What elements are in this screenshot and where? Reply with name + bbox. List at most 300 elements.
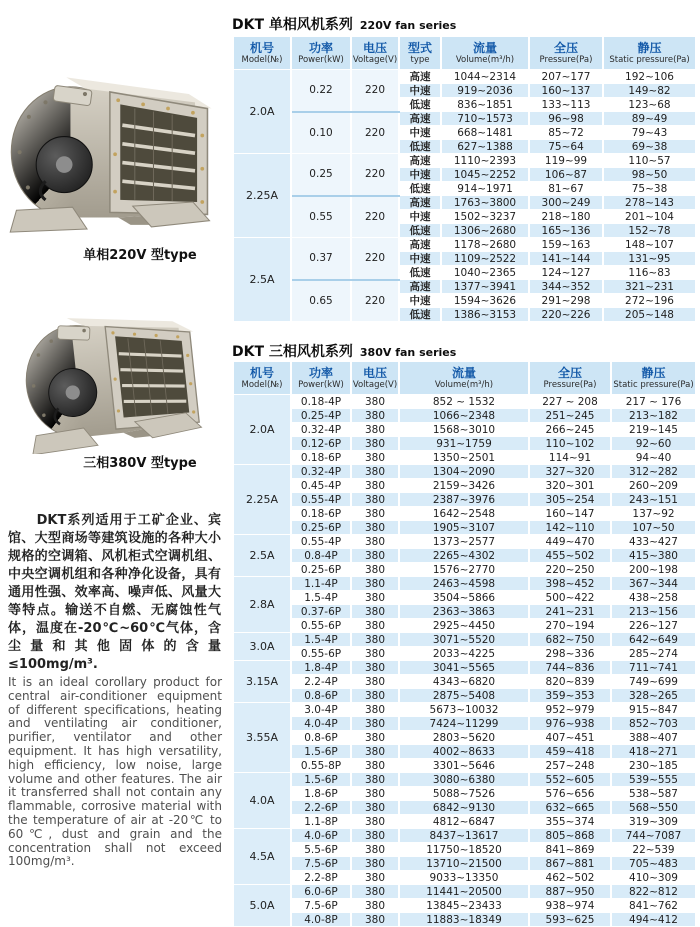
pressure-cell: 407~451	[529, 731, 611, 745]
static-pressure-cell: 415~380	[611, 549, 696, 563]
table-row	[233, 70, 696, 84]
static-pressure-cell: 131~95	[603, 252, 696, 266]
voltage-cell: 380	[351, 829, 399, 843]
pressure-cell: 305~254	[529, 493, 611, 507]
static-pressure-cell: 285~274	[611, 647, 696, 661]
power-cell: 0.22	[291, 70, 351, 112]
pressure-cell: 398~452	[529, 577, 611, 591]
power-cell: 2.2-8P	[291, 871, 351, 885]
column-header-en: Static pressure(Pa)	[609, 55, 690, 65]
pressure-cell: 75~64	[529, 140, 603, 154]
volume-cell: 931~1759	[399, 437, 529, 451]
column-header-cn: 电压	[362, 41, 387, 55]
pressure-cell: 160~147	[529, 507, 611, 521]
power-cell: 1.5-4P	[291, 591, 351, 605]
volume-cell: 919~2036	[441, 84, 529, 98]
pressure-cell: 227 ~ 208	[529, 395, 611, 409]
table-row	[233, 196, 696, 210]
pressure-cell: 952~979	[529, 703, 611, 717]
column-header	[529, 362, 611, 395]
volume-cell: 7424~11299	[399, 717, 529, 731]
pressure-cell: 124~127	[529, 266, 603, 280]
power-cell: 1.5-6P	[291, 773, 351, 787]
pressure-cell: 270~194	[529, 619, 611, 633]
voltage-cell: 380	[351, 493, 399, 507]
table-row	[233, 535, 696, 549]
table-row	[233, 871, 696, 885]
caption-380v: 三相380V 型type	[83, 456, 197, 471]
fan-table-380v-head	[233, 362, 696, 395]
volume-cell: 1386~3153	[441, 308, 529, 322]
pressure-cell: 160~137	[529, 84, 603, 98]
table-row	[233, 675, 696, 689]
column-header-cn: 机号	[249, 41, 274, 55]
column-header-cn: 流量	[472, 41, 497, 55]
static-pressure-cell: 494~412	[611, 913, 696, 927]
static-pressure-cell: 226~127	[611, 619, 696, 633]
volume-cell: 1905~3107	[399, 521, 529, 535]
power-cell: 1.8-6P	[291, 787, 351, 801]
volume-cell: 13845~23433	[399, 899, 529, 913]
speed-cell: 高速	[399, 154, 441, 168]
voltage-cell: 380	[351, 479, 399, 493]
column-header-en: Power(kW)	[298, 55, 344, 65]
volume-cell: 1594~3626	[441, 294, 529, 308]
volume-cell: 1306~2680	[441, 224, 529, 238]
volume-cell: 3301~5646	[399, 759, 529, 773]
static-pressure-cell: 260~209	[611, 479, 696, 493]
speed-cell: 低速	[399, 98, 441, 112]
power-cell: 1.1-4P	[291, 577, 351, 591]
column-header	[529, 37, 603, 70]
voltage-cell: 380	[351, 507, 399, 521]
model-cell: 2.5A	[233, 535, 291, 577]
power-cell: 4.0-8P	[291, 913, 351, 927]
voltage-cell: 380	[351, 717, 399, 731]
voltage-cell: 380	[351, 675, 399, 689]
speed-cell: 低速	[399, 140, 441, 154]
static-pressure-cell: 107~50	[611, 521, 696, 535]
speed-cell: 低速	[399, 266, 441, 280]
power-cell: 1.5-6P	[291, 745, 351, 759]
volume-cell: 11750~18520	[399, 843, 529, 857]
power-cell: 0.45-4P	[291, 479, 351, 493]
power-cell: 0.55	[291, 196, 351, 238]
power-cell: 0.25-4P	[291, 409, 351, 423]
column-header	[233, 362, 291, 395]
voltage-cell: 380	[351, 423, 399, 437]
static-pressure-cell: 217 ~ 176	[611, 395, 696, 409]
static-pressure-cell: 433~427	[611, 535, 696, 549]
voltage-cell: 380	[351, 843, 399, 857]
power-cell: 1.8-4P	[291, 661, 351, 675]
pressure-cell: 820~839	[529, 675, 611, 689]
volume-cell: 914~1971	[441, 182, 529, 196]
static-pressure-cell: 92~60	[611, 437, 696, 451]
power-cell: 0.25-6P	[291, 521, 351, 535]
column-header-en: Voltage(V)	[352, 55, 398, 65]
static-pressure-cell: 137~92	[611, 507, 696, 521]
static-pressure-cell: 205~148	[603, 308, 696, 322]
column-header-cn: 机号	[249, 366, 274, 380]
speed-cell: 中速	[399, 252, 441, 266]
voltage-cell: 380	[351, 549, 399, 563]
volume-cell: 3041~5565	[399, 661, 529, 675]
table-row	[233, 661, 696, 675]
static-pressure-cell: 915~847	[611, 703, 696, 717]
volume-cell: 1576~2770	[399, 563, 529, 577]
pressure-cell: 159~163	[529, 238, 603, 252]
pressure-cell: 141~144	[529, 252, 603, 266]
volume-cell: 1763~3800	[441, 196, 529, 210]
table-row	[233, 731, 696, 745]
power-cell: 0.12-6P	[291, 437, 351, 451]
model-cell: 3.15A	[233, 661, 291, 703]
voltage-cell: 380	[351, 801, 399, 815]
static-pressure-cell: 89~49	[603, 112, 696, 126]
pressure-cell: 114~91	[529, 451, 611, 465]
static-pressure-cell: 219~145	[611, 423, 696, 437]
column-header-cn: 流量	[451, 366, 476, 380]
volume-cell: 4002~8633	[399, 745, 529, 759]
pressure-cell: 220~226	[529, 308, 603, 322]
voltage-cell: 380	[351, 633, 399, 647]
speed-cell: 低速	[399, 308, 441, 322]
pressure-cell: 241~231	[529, 605, 611, 619]
power-cell: 0.55-8P	[291, 759, 351, 773]
static-pressure-cell: 852~703	[611, 717, 696, 731]
table-row	[233, 437, 696, 451]
volume-cell: 2875~5408	[399, 689, 529, 703]
column-header-cn: 静压	[641, 366, 666, 380]
voltage-cell: 220	[351, 196, 399, 238]
power-cell: 0.8-6P	[291, 731, 351, 745]
voltage-cell: 380	[351, 577, 399, 591]
column-header-cn: 全压	[553, 41, 578, 55]
volume-cell: 3071~5520	[399, 633, 529, 647]
pressure-cell: 867~881	[529, 857, 611, 871]
pressure-cell: 266~245	[529, 423, 611, 437]
power-cell: 0.18-4P	[291, 395, 351, 409]
pressure-cell: 805~868	[529, 829, 611, 843]
speed-cell: 高速	[399, 70, 441, 84]
power-cell: 4.0-4P	[291, 717, 351, 731]
pressure-cell: 119~99	[529, 154, 603, 168]
voltage-cell: 380	[351, 451, 399, 465]
power-cell: 0.25	[291, 154, 351, 196]
pressure-cell: 257~248	[529, 759, 611, 773]
table-row	[233, 885, 696, 899]
voltage-cell: 380	[351, 899, 399, 913]
power-cell: 5.5-6P	[291, 843, 351, 857]
model-cell: 2.25A	[233, 465, 291, 535]
table-row	[233, 238, 696, 252]
column-header	[351, 37, 399, 70]
speed-cell: 中速	[399, 168, 441, 182]
table-row	[233, 395, 696, 409]
volume-cell: 5673~10032	[399, 703, 529, 717]
volume-cell: 1044~2314	[441, 70, 529, 84]
static-pressure-cell: 367~344	[611, 577, 696, 591]
column-header	[291, 362, 351, 395]
volume-cell: 6842~9130	[399, 801, 529, 815]
voltage-cell: 380	[351, 871, 399, 885]
column-header-en: Model(№)	[241, 55, 283, 65]
pressure-cell: 133~113	[529, 98, 603, 112]
table-row	[233, 493, 696, 507]
volume-cell: 668~1481	[441, 126, 529, 140]
voltage-cell: 380	[351, 591, 399, 605]
volume-cell: 836~1851	[441, 98, 529, 112]
pressure-cell: 218~180	[529, 210, 603, 224]
table-title-380v-cn: DKT 三相风机系列	[232, 344, 353, 360]
column-header	[399, 37, 441, 70]
static-pressure-cell: 230~185	[611, 759, 696, 773]
model-cell: 2.8A	[233, 577, 291, 633]
pressure-cell: 500~422	[529, 591, 611, 605]
power-cell: 1.5-4P	[291, 633, 351, 647]
voltage-cell: 380	[351, 409, 399, 423]
voltage-cell: 380	[351, 913, 399, 927]
table-row	[233, 409, 696, 423]
pressure-cell: 327~320	[529, 465, 611, 479]
volume-cell: 2159~3426	[399, 479, 529, 493]
static-pressure-cell: 213~156	[611, 605, 696, 619]
voltage-cell: 380	[351, 745, 399, 759]
table-row	[233, 857, 696, 871]
volume-cell: 4812~6847	[399, 815, 529, 829]
table-row	[233, 605, 696, 619]
column-header-en: Pressure(Pa)	[543, 380, 597, 390]
volume-cell: 1045~2252	[441, 168, 529, 182]
power-cell: 7.5-6P	[291, 899, 351, 913]
volume-cell: 2363~3863	[399, 605, 529, 619]
volume-cell: 11441~20500	[399, 885, 529, 899]
volume-cell: 1373~2577	[399, 535, 529, 549]
table-row	[233, 507, 696, 521]
volume-cell: 2033~4225	[399, 647, 529, 661]
pressure-cell: 251~245	[529, 409, 611, 423]
volume-cell: 710~1573	[441, 112, 529, 126]
voltage-cell: 380	[351, 619, 399, 633]
pressure-cell: 142~110	[529, 521, 611, 535]
volume-cell: 2803~5620	[399, 731, 529, 745]
voltage-cell: 220	[351, 112, 399, 154]
table-row	[233, 913, 696, 927]
speed-cell: 中速	[399, 84, 441, 98]
pressure-cell: 455~502	[529, 549, 611, 563]
power-cell: 0.25-6P	[291, 563, 351, 577]
column-header-cn: 功率	[308, 41, 333, 55]
volume-cell: 1502~3237	[441, 210, 529, 224]
table-row	[233, 759, 696, 773]
static-pressure-cell: 538~587	[611, 787, 696, 801]
static-pressure-cell: 22~539	[611, 843, 696, 857]
static-pressure-cell: 94~40	[611, 451, 696, 465]
pressure-cell: 459~418	[529, 745, 611, 759]
static-pressure-cell: 278~143	[603, 196, 696, 210]
fan-table-380v	[232, 361, 697, 927]
static-pressure-cell: 116~83	[603, 266, 696, 280]
voltage-cell: 380	[351, 605, 399, 619]
column-header-cn: 型式	[407, 41, 432, 55]
static-pressure-cell: 749~699	[611, 675, 696, 689]
static-pressure-cell: 69~38	[603, 140, 696, 154]
pressure-cell: 841~869	[529, 843, 611, 857]
table-row	[233, 465, 696, 479]
column-header-en: Voltage(V)	[352, 380, 398, 390]
header-row	[233, 37, 696, 70]
power-cell: 0.18-6P	[291, 451, 351, 465]
voltage-cell: 380	[351, 773, 399, 787]
voltage-cell: 380	[351, 437, 399, 451]
column-header-cn: 静压	[637, 41, 662, 55]
table-row	[233, 899, 696, 913]
power-cell: 4.0-6P	[291, 829, 351, 843]
column-header-en: Volume(m³/h)	[434, 380, 494, 390]
volume-cell: 5088~7526	[399, 787, 529, 801]
voltage-cell: 220	[351, 70, 399, 112]
volume-cell: 4343~6820	[399, 675, 529, 689]
pressure-cell: 887~950	[529, 885, 611, 899]
column-header	[291, 37, 351, 70]
header-row	[233, 362, 696, 395]
voltage-cell: 380	[351, 885, 399, 899]
table-title-220v-en: 220V fan series	[359, 19, 457, 32]
volume-cell: 13710~21500	[399, 857, 529, 871]
pressure-cell: 359~353	[529, 689, 611, 703]
pressure-cell: 976~938	[529, 717, 611, 731]
pressure-cell: 81~67	[529, 182, 603, 196]
voltage-cell: 380	[351, 703, 399, 717]
pressure-cell: 632~665	[529, 801, 611, 815]
table-title-380v-en: 380V fan series	[359, 346, 457, 359]
voltage-cell: 380	[351, 395, 399, 409]
model-cell: 5.0A	[233, 885, 291, 927]
static-pressure-cell: 841~762	[611, 899, 696, 913]
static-pressure-cell: 388~407	[611, 731, 696, 745]
static-pressure-cell: 110~57	[603, 154, 696, 168]
table-row	[233, 843, 696, 857]
power-cell: 0.65	[291, 280, 351, 322]
table-row	[233, 745, 696, 759]
static-pressure-cell: 98~50	[603, 168, 696, 182]
table-title-220v-cn: DKT 单相风机系列	[232, 17, 353, 33]
static-pressure-cell: 822~812	[611, 885, 696, 899]
voltage-cell: 380	[351, 689, 399, 703]
table-row	[233, 549, 696, 563]
table-row	[233, 479, 696, 493]
model-cell: 4.0A	[233, 773, 291, 829]
pressure-cell: 300~249	[529, 196, 603, 210]
static-pressure-cell: 123~68	[603, 98, 696, 112]
voltage-cell: 380	[351, 815, 399, 829]
table-row	[233, 647, 696, 661]
volume-cell: 2463~4598	[399, 577, 529, 591]
power-cell: 0.55-4P	[291, 493, 351, 507]
pressure-cell: 96~98	[529, 112, 603, 126]
volume-cell: 1350~2501	[399, 451, 529, 465]
static-pressure-cell: 705~483	[611, 857, 696, 871]
table-row	[233, 563, 696, 577]
power-cell: 0.10	[291, 112, 351, 154]
static-pressure-cell: 438~258	[611, 591, 696, 605]
pressure-cell: 320~301	[529, 479, 611, 493]
table-row	[233, 591, 696, 605]
table-row	[233, 451, 696, 465]
voltage-cell: 380	[351, 535, 399, 549]
speed-cell: 高速	[399, 238, 441, 252]
static-pressure-cell: 192~106	[603, 70, 696, 84]
volume-cell: 1642~2548	[399, 507, 529, 521]
power-cell: 0.37	[291, 238, 351, 280]
table-row	[233, 815, 696, 829]
model-cell: 4.5A	[233, 829, 291, 885]
power-cell: 2.2-4P	[291, 675, 351, 689]
pressure-cell: 220~250	[529, 563, 611, 577]
pressure-cell: 344~352	[529, 280, 603, 294]
pressure-cell: 110~102	[529, 437, 611, 451]
column-header-en: type	[410, 55, 430, 65]
static-pressure-cell: 321~231	[603, 280, 696, 294]
column-header	[441, 37, 529, 70]
table-row	[233, 619, 696, 633]
static-pressure-cell: 79~43	[603, 126, 696, 140]
power-cell: 0.55-6P	[291, 619, 351, 633]
pressure-cell: 298~336	[529, 647, 611, 661]
volume-cell: 1110~2393	[441, 154, 529, 168]
model-cell: 2.0A	[233, 395, 291, 465]
speed-cell: 低速	[399, 182, 441, 196]
speed-cell: 高速	[399, 196, 441, 210]
volume-cell: 2387~3976	[399, 493, 529, 507]
column-header	[611, 362, 696, 395]
pressure-cell: 449~470	[529, 535, 611, 549]
description-english: It is an ideal corollary product for central air-conditioner equipment of different specifications, heating and ventilating air conditioner, purifier, ventilator and other equipment. It has high versatility, high efficiency, low noise, large volume and other features. The air it transferred shall not contain any flammable, corrosive material with the temperature of air at -20℃ to 60℃, dust and grain and the concentration shall not exceed 100mg/m³.	[8, 675, 222, 869]
speed-cell: 高速	[399, 112, 441, 126]
model-cell: 3.55A	[233, 703, 291, 773]
pressure-cell: 207~177	[529, 70, 603, 84]
volume-cell: 1066~2348	[399, 409, 529, 423]
volume-cell: 2265~4302	[399, 549, 529, 563]
static-pressure-cell: 410~309	[611, 871, 696, 885]
table-row	[233, 801, 696, 815]
static-pressure-cell: 148~107	[603, 238, 696, 252]
power-cell: 0.55-4P	[291, 535, 351, 549]
pressure-cell: 552~605	[529, 773, 611, 787]
voltage-cell: 220	[351, 238, 399, 280]
voltage-cell: 380	[351, 521, 399, 535]
column-header-en: Volume(m³/h)	[455, 55, 515, 65]
table-row	[233, 154, 696, 168]
volume-cell: 2925~4450	[399, 619, 529, 633]
pressure-cell: 165~136	[529, 224, 603, 238]
power-cell: 7.5-6P	[291, 857, 351, 871]
pressure-cell: 744~836	[529, 661, 611, 675]
fan-table-220v-body	[233, 70, 696, 322]
table-row	[233, 280, 696, 294]
power-cell: 0.37-6P	[291, 605, 351, 619]
speed-cell: 高速	[399, 280, 441, 294]
model-cell: 2.25A	[233, 154, 291, 238]
speed-cell: 中速	[399, 294, 441, 308]
pressure-cell: 355~374	[529, 815, 611, 829]
voltage-cell: 380	[351, 465, 399, 479]
static-pressure-cell: 568~550	[611, 801, 696, 815]
power-cell: 0.32-4P	[291, 423, 351, 437]
static-pressure-cell: 213~182	[611, 409, 696, 423]
volume-cell: 1568~3010	[399, 423, 529, 437]
